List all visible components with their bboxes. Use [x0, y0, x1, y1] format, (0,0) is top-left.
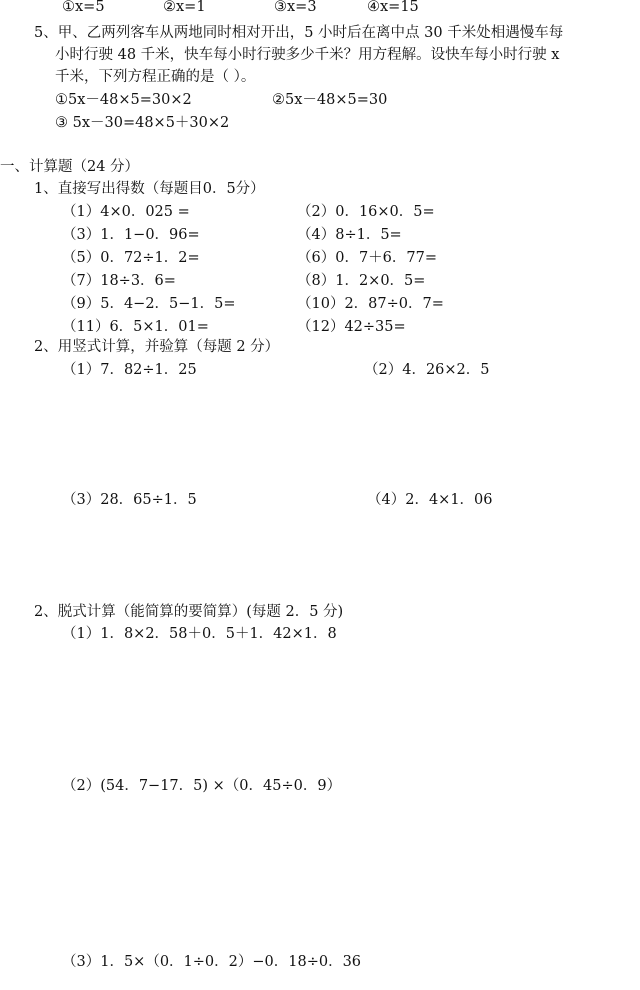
part1-item: （1）4×0．025 = — [62, 204, 190, 220]
part1-item: （2）0．16×0．5= — [297, 204, 435, 220]
q5-line-3: 千米，下列方程正确的是（ ）。 — [55, 69, 256, 85]
part3-title: 2、脱式计算（能简算的要简算）(每题 2．5 分) — [34, 604, 344, 620]
q5-option-1: ①5x－48×5=30×2 — [55, 92, 192, 108]
part1-item: （7）18÷3．6= — [62, 273, 176, 289]
part3-item: （3）1．5×（0．1÷0．2）−0．18÷0．36 — [62, 954, 362, 970]
section-title: 一、计算题（24 分） — [0, 159, 140, 175]
part2-item: （2）4．26×2．5 — [364, 362, 490, 378]
part1-title: 1、直接写出得数（每题目0．5分） — [34, 181, 265, 197]
q4-option-3: ③x=3 — [274, 0, 317, 15]
part1-item: （11）6．5×1．01= — [62, 319, 209, 335]
part1-item: （12）42÷35= — [297, 319, 406, 335]
part1-item: （6）0．7＋6．77= — [297, 250, 438, 266]
part2-item: （1）7．82÷1．25 — [62, 362, 197, 378]
part1-item: （4）8÷1．5= — [297, 227, 402, 243]
part2-item: （3）28．65÷1．5 — [62, 492, 197, 508]
q5-option-3: ③ 5x－30=48×5＋30×2 — [55, 115, 230, 131]
part1-item: （3）1．1−0．96= — [62, 227, 200, 243]
part1-item: （10）2．87÷0．7= — [297, 296, 444, 312]
q4-option-2: ②x=1 — [163, 0, 206, 15]
part1-item: （5）0．72÷1．2= — [62, 250, 200, 266]
part2-title: 2、用竖式计算，并验算（每题 2 分） — [34, 339, 280, 355]
part3-item: （1）1．8×2．58＋0．5＋1．42×1．8 — [62, 626, 337, 642]
q5-line-1: 5、甲、乙两列客车从两地同时相对开出，5 小时后在离中点 30 千米处相遇慢车每 — [34, 25, 564, 41]
part1-item: （9）5．4−2．5−1．5= — [62, 296, 236, 312]
q4-option-4: ④x=15 — [367, 0, 419, 15]
part1-item: （8）1．2×0．5= — [297, 273, 426, 289]
q4-option-1: ①x=5 — [62, 0, 105, 15]
part2-item: （4）2．4×1．06 — [367, 492, 493, 508]
part3-item: （2）(54．7−17．5) ×（0．45÷0．9） — [62, 778, 342, 794]
q5-line-2: 小时行驶 48 千米，快车每小时行驶多少千米？用方程解。设快车每小时行驶 x — [55, 47, 560, 63]
q5-option-2: ②5x－48×5=30 — [272, 92, 388, 108]
